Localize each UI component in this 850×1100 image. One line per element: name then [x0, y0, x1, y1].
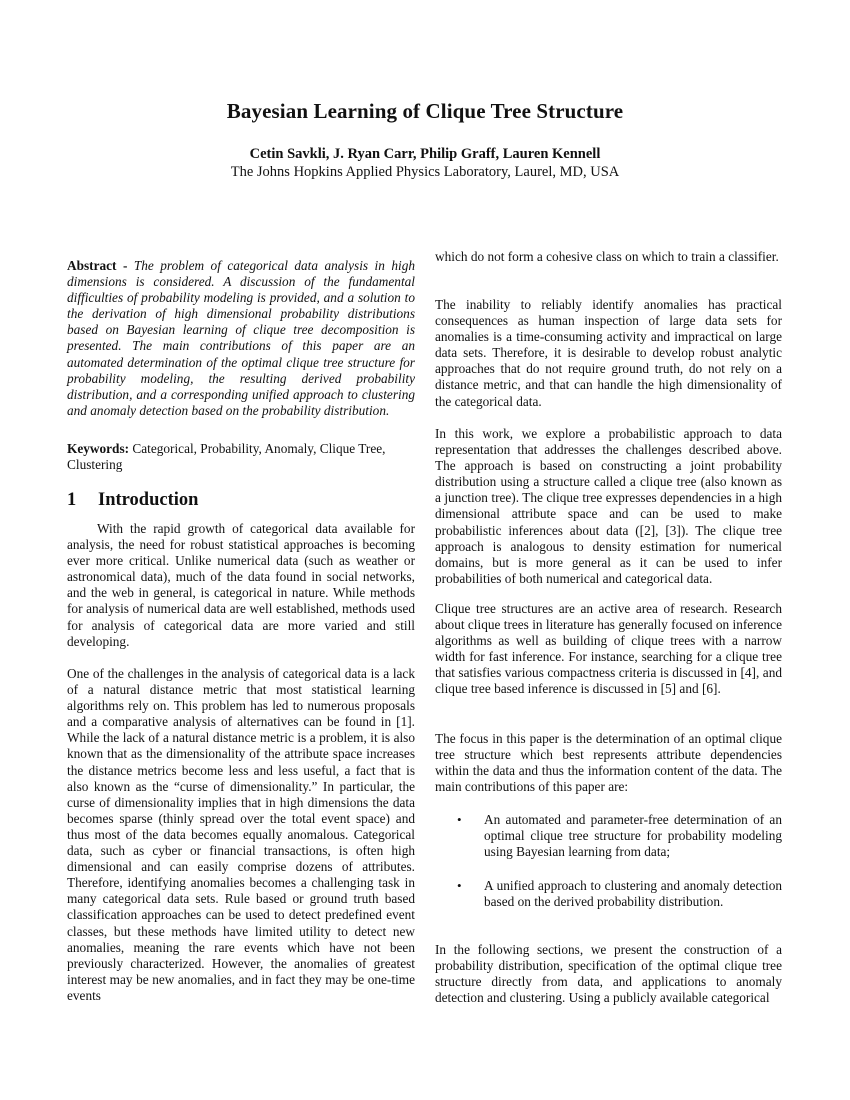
bullet-icon: •	[457, 812, 462, 827]
abstract-label: Abstract -	[67, 258, 128, 273]
paragraph: In this work, we explore a probabilistic approach to data representation that addresses the challenges described above. The approach is based on constructing a joint probability distribution using a structure called a clique tree (also known as a junction tree). The clique tree expresses dependencies in a high dimensional attribute space and can be used to make probabilistic inferences about data ([2], [3]). The clique tree approach is analogous to density estimation for numerical domains, but is more general as it can be used to infer probabilities of both numerical and categorical data.	[435, 426, 782, 586]
abstract	[67, 258, 415, 419]
section-heading-introduction	[67, 492, 198, 508]
bullet-text: An automated and parameter-free determination of an optimal clique tree structure for probability modeling using Bayesian learning from data;	[484, 812, 782, 860]
paragraph: The inability to reliably identify anomalies has practical consequences as human inspection of large data sets for anomalies is a time-consuming activity and impractical on large data sets. Therefore, it is desirable to develop robust analytic approaches that do not require ground truth, do not rely on a distance metric, and that can handle the high dimensionality of the categorical data.	[435, 297, 782, 409]
bullet-text: A unified approach to clustering and anomaly detection based on the derived probability distribution.	[484, 878, 782, 910]
paragraph: With the rapid growth of categorical data available for analysis, the need for robust statistical approaches is becoming ever more critical. Unlike numerical data (such as weather or astronomical data), much of the data found in social networks, and the web in general, is categorical in nature. While methods for analysis of numerical data are well established, methods used for analysis of categorical data are more varied and still developing.	[67, 521, 415, 649]
bullet-icon: •	[457, 878, 462, 893]
author-list: Cetin Savkli, J. Ryan Carr, Philip Graff, Lauren Kennell	[249, 146, 601, 162]
affiliation: The Johns Hopkins Applied Physics Laboratory, Laurel, MD, USA	[230, 164, 620, 180]
keywords-label: Keywords:	[67, 441, 130, 456]
paragraph: In the following sections, we present the construction of a probability distribution, specification of the optimal clique tree structure directly from data, and applications to anomaly detection and clustering. Using a publicly available categorical	[435, 942, 782, 1006]
paragraph: The focus in this paper is the determination of an optimal clique tree structure which best represents attribute dependencies within the data and thus the information content of the data. The main contributions of this paper are:	[435, 731, 782, 795]
abstract-text: The problem of categorical data analysis in high dimensions is considered. A discussion of the fundamental difficulties of probability modeling is provided, and a solution to the derivation of high dimensional probability distributions based on Bayesian learning of clique tree decomposition is presented. The main contributions of this paper are an automated determination of the optimal clique tree structure for probability modeling, the resulting derived probability distribution, and a corresponding unified approach to clustering and anomaly detection based on the probability distribution.	[67, 258, 415, 418]
section-title: Introduction	[98, 490, 199, 510]
paper-title: Bayesian Learning of Clique Tree Structure	[226, 99, 624, 123]
paragraph: One of the challenges in the analysis of categorical data is a lack of a natural distance metric that most statistical learning algorithms rely on. This problem has led to numerous proposals and a comparative analysis of alternatives can be found in [1]. While the lack of a natural distance metric is a problem, it is also known that as the dimensionality of the attribute space increases the distance metrics become less and less useful, a fact that is also known as the “curse of dimensionality.” In particular, the curse of dimensionality implies that in high dimensions the data becomes sparse (thinly spread over the total event space) and thus most of the data becomes equally anomalous. Categorical data, such as cyber or financial transactions, is often high dimensional and can easily comprise dozens of attributes. Therefore, identifying anomalies becomes a challenging task in many categorical data sets. Rule based or ground truth based classification approaches can be used to detect predefined event classes, but these methods have limited utility to detect new anomalies, meaning the rare events which have not been previously characterized. However, the anomalies of greatest interest may be new anomalies, and in fact they may be one-time events	[67, 666, 415, 1003]
paragraph: Clique tree structures are an active area of research. Research about clique trees in literature has generally focused on inference algorithms as well as building of clique trees with a narrow width for fast inference. For instance, searching for a clique tree that satisfies various compactness criteria is discussed in [4], and clique tree based inference is discussed in [5] and [6].	[435, 601, 782, 697]
keywords	[67, 441, 415, 473]
keywords-text: Categorical, Probability, Anomaly, Clique Tree, Clustering	[67, 441, 386, 473]
paragraph: which do not form a cohesive class on which to train a classifier.	[435, 249, 779, 264]
section-number: 1	[67, 490, 77, 510]
